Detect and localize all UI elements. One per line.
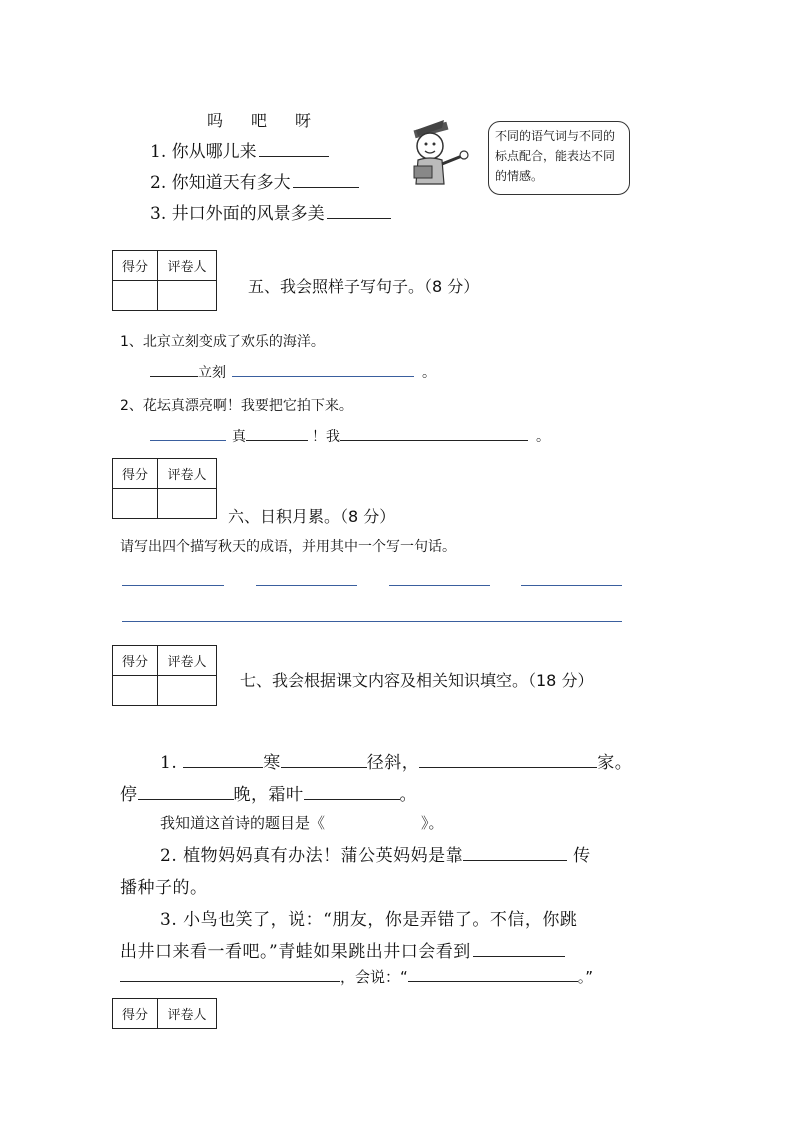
score-header: 得分 [113, 999, 158, 1029]
answer-blank[interactable] [120, 980, 340, 982]
answer-blank[interactable] [293, 186, 359, 188]
particles-label: 吗 吧 呀 [207, 111, 318, 130]
question-1-line-2: 停 晚，霜叶 。 [120, 785, 417, 805]
rewrite-line-2: 真 ！我 。 [150, 426, 550, 446]
answer-blank[interactable] [138, 798, 234, 800]
score-table [112, 645, 217, 706]
section6-title: 六、日积月累。（8 分） [228, 507, 396, 526]
question-2-line-2: 播种子的。 [120, 878, 208, 898]
score-cell[interactable] [113, 676, 158, 706]
answer-blank[interactable] [408, 980, 578, 982]
grader-header: 评卷人 [158, 999, 217, 1029]
rewrite-line-1: 立刻 。 [150, 362, 436, 382]
grader-header: 评卷人 [158, 646, 217, 676]
answer-blank[interactable] [232, 375, 414, 377]
section7-title: 七、我会根据课文内容及相关知识填空。（18 分） [240, 671, 594, 690]
score-header: 得分 [113, 459, 158, 489]
grader-cell[interactable] [158, 281, 217, 311]
student-cartoon-icon [404, 108, 490, 194]
sentence-blank[interactable] [122, 621, 622, 622]
question-3-line-2: 出井口来看一看吧。”青蛙如果跳出井口会看到 [120, 937, 565, 962]
answer-blank[interactable] [304, 798, 400, 800]
answer-blank[interactable] [473, 955, 565, 957]
grader-header: 评卷人 [158, 251, 217, 281]
answer-blank[interactable] [183, 766, 263, 768]
grader-header: 评卷人 [158, 459, 217, 489]
score-table [112, 250, 217, 311]
particle-item-3: 3. 井口外面的风景多美 [150, 199, 391, 224]
answer-blank[interactable] [150, 375, 198, 377]
answer-blank[interactable] [463, 859, 567, 861]
score-cell[interactable] [113, 281, 158, 311]
question-1-line-1: 1. 寒 径斜， 家。 [160, 753, 633, 773]
idiom-blank-1[interactable] [122, 585, 224, 586]
score-table [112, 458, 217, 519]
question-3-line-3: ，会说：“ 。” [120, 966, 593, 987]
idiom-blank-4[interactable] [521, 585, 622, 586]
answer-blank[interactable] [259, 155, 329, 157]
score-header: 得分 [113, 251, 158, 281]
particle-item-2: 2. 你知道天有多大 [150, 168, 359, 193]
example-sentence-2: 2、花坛真漂亮啊！我要把它拍下来。 [120, 398, 353, 414]
tip-bubble: 不同的语气词与不同的标点配合，能表达不同的情感。 [488, 121, 630, 195]
section5-title: 五、我会照样子写句子。（8 分） [248, 277, 480, 296]
question-3-line-1: 3. 小鸟也笑了，说：“朋友，你是弄错了。不信，你跳 [160, 910, 578, 930]
score-cell[interactable] [113, 489, 158, 519]
grader-cell[interactable] [158, 489, 217, 519]
answer-blank[interactable] [419, 766, 597, 768]
answer-blank[interactable] [327, 217, 391, 219]
question-1-title: 我知道这首诗的题目是《 》。 [160, 814, 444, 832]
answer-blank[interactable] [246, 439, 308, 441]
answer-blank[interactable] [150, 439, 226, 441]
particle-item-1: 1. 你从哪儿来 [150, 137, 329, 162]
score-header: 得分 [113, 646, 158, 676]
idiom-blank-3[interactable] [389, 585, 490, 586]
answer-blank[interactable] [340, 439, 528, 441]
question-2-line-1: 2. 植物妈妈真有办法！蒲公英妈妈是靠 传 [160, 846, 591, 866]
grader-cell[interactable] [158, 676, 217, 706]
answer-blank[interactable] [281, 766, 367, 768]
idiom-blank-2[interactable] [256, 585, 357, 586]
section6-prompt: 请写出四个描写秋天的成语，并用其中一个写一句话。 [120, 539, 456, 555]
example-sentence-1: 1、北京立刻变成了欢乐的海洋。 [120, 334, 325, 350]
score-table [112, 998, 217, 1029]
